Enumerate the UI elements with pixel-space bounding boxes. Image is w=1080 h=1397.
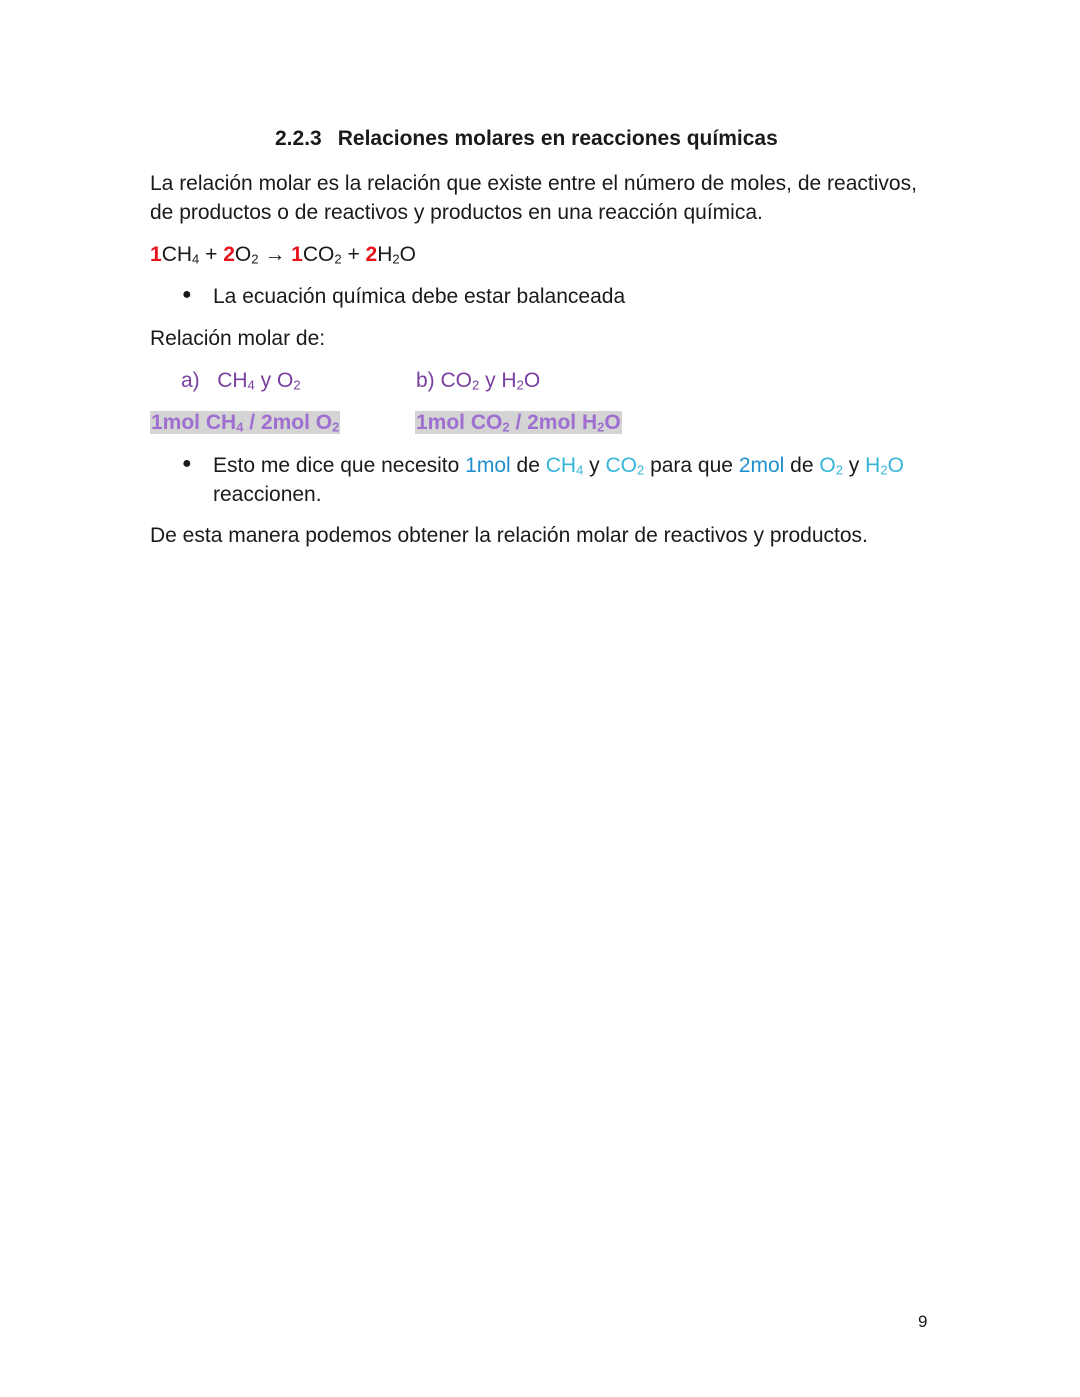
option-b — [416, 366, 540, 395]
coefficient: 1 — [291, 243, 303, 266]
subscript: 4 — [192, 251, 200, 267]
bullet-explanation-line-2: reaccionen. — [213, 483, 322, 506]
subscript: 2 — [332, 419, 340, 435]
formula: CO — [302, 243, 335, 266]
formula-text: CO — [605, 454, 637, 477]
text: de — [784, 454, 820, 477]
intro-line-2: de productos o de reactivos y productos en una reacción química. — [150, 201, 763, 224]
subscript: 2 — [251, 251, 259, 267]
formula — [865, 454, 904, 477]
section-heading — [275, 127, 778, 151]
formula — [546, 454, 584, 477]
formula: CH — [161, 243, 193, 266]
formula: O — [234, 243, 252, 266]
plus-sign: + — [199, 243, 224, 266]
formula: b) CO — [416, 369, 473, 392]
formula: O — [399, 243, 416, 266]
subscript: 2 — [502, 419, 510, 435]
ratio-a — [150, 408, 340, 437]
text: y — [583, 454, 606, 477]
bullet-explanation-line-1 — [213, 451, 904, 480]
option-a-label: a) — [181, 369, 200, 392]
bullet-icon: ● — [182, 455, 192, 472]
subscript: 4 — [236, 419, 244, 435]
bullet-balanced: La ecuación química debe estar balanceada — [213, 285, 626, 308]
subscript: 2 — [636, 462, 645, 478]
text: de — [510, 454, 546, 477]
formula: y O — [254, 369, 294, 392]
intro-line-1: La relación molar es la relación que existe entre el número de moles, de reactivos, — [150, 172, 917, 195]
conclusion-paragraph: De esta manera podemos obtener la relación molar de reactivos y productos. — [150, 524, 868, 547]
formula: y H — [479, 369, 517, 392]
ratio-b-highlight — [415, 411, 622, 434]
ratio-text: O — [604, 411, 621, 434]
ratio-text: 1mol CO — [416, 411, 503, 434]
subscript: 2 — [334, 251, 342, 267]
intro-paragraph — [150, 169, 917, 227]
formula-text: H — [865, 454, 881, 477]
ratio-a-highlight — [150, 411, 340, 434]
subscript: 2 — [392, 251, 400, 267]
plus-sign: + — [341, 243, 366, 266]
formula: O — [523, 369, 541, 392]
relacion-label: Relación molar de: — [150, 327, 326, 350]
subscript: 2 — [597, 419, 605, 435]
text: Esto me dice que necesito — [213, 454, 466, 477]
text: y — [842, 454, 866, 477]
formula-text: O — [887, 454, 904, 477]
formula — [819, 454, 843, 477]
bullet-explanation — [213, 451, 904, 509]
coefficient: 1 — [150, 243, 162, 266]
subscript: 2 — [880, 462, 888, 478]
text: para que — [644, 454, 739, 477]
ratio-text: / 2mol H — [509, 411, 598, 434]
page-number: 9 — [918, 1312, 928, 1331]
section-number: 2.2.3 — [275, 127, 322, 150]
mol-amount: 1mol — [465, 454, 511, 477]
subscript: 2 — [835, 462, 843, 478]
subscript: 2 — [472, 377, 480, 393]
formula: H — [377, 243, 393, 266]
subscript: 4 — [247, 377, 255, 393]
ratio-b — [415, 408, 622, 437]
chemical-equation — [150, 240, 416, 269]
reaction-arrow: → — [258, 243, 292, 266]
subscript: 2 — [293, 377, 301, 393]
subscript: 2 — [516, 377, 524, 393]
ratio-text: 1mol CH — [151, 411, 237, 434]
subscript: 4 — [576, 462, 584, 478]
section-title: Relaciones molares en reacciones químicas — [337, 127, 778, 150]
formula — [605, 454, 644, 477]
formula-text: O — [819, 454, 836, 477]
option-a — [181, 366, 301, 395]
formula-text: CH — [545, 454, 577, 477]
coefficient: 2 — [365, 243, 378, 266]
ratio-text: / 2mol O — [243, 411, 333, 434]
coefficient: 2 — [223, 243, 235, 266]
formula: CH — [217, 369, 248, 392]
bullet-icon: ● — [182, 286, 192, 303]
mol-amount: 2mol — [738, 454, 785, 477]
